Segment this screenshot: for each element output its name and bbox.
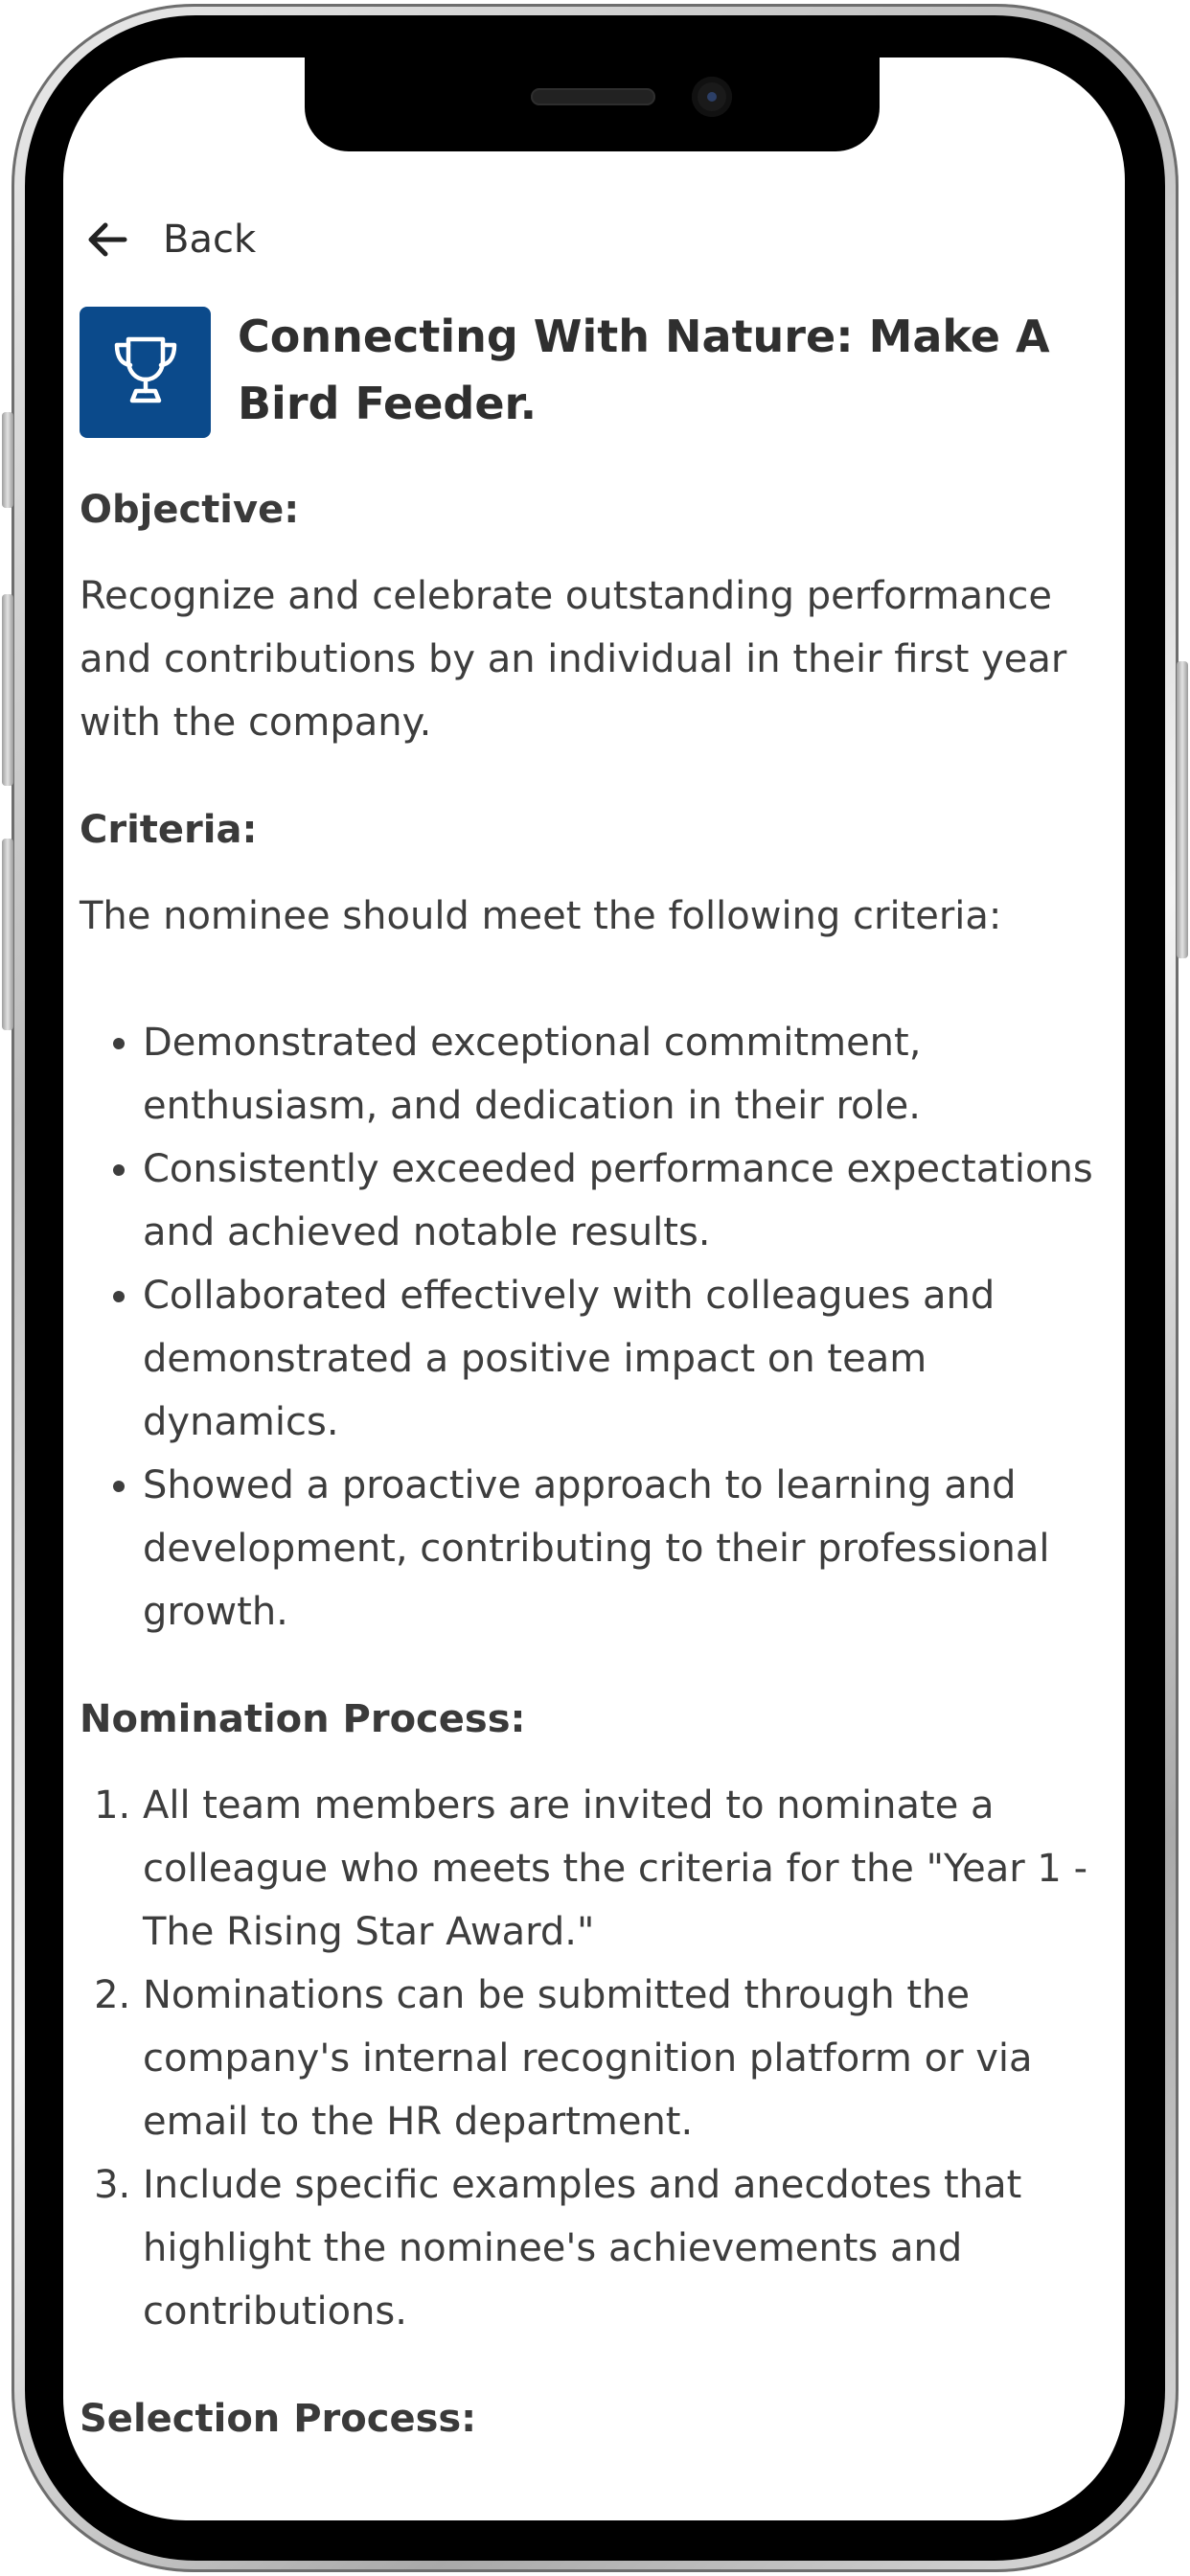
- trophy-icon: [111, 334, 180, 412]
- criteria-list: [80, 1011, 1114, 1644]
- arrow-left-icon: [82, 215, 132, 264]
- list-item: • Demonstrated exceptional commitment, enthusiasm, and dedication in their role.: [143, 1011, 1114, 1138]
- criteria-intro: The nominee should meet the following criteria:: [80, 894, 1002, 938]
- back-label: Back: [163, 218, 257, 262]
- award-header: [80, 307, 1114, 438]
- mute-switch: [2, 412, 13, 508]
- objective-text: Recognize and celebrate outstanding performance and contributions by an individual in their first year with the company.: [80, 574, 1067, 745]
- list-item: 1. All team members are invited to nominate a colleague who meets the criteria for the "Year 1 - The Rising Star Award.": [143, 1774, 1114, 1964]
- front-camera: [692, 77, 732, 117]
- speaker-grille: [531, 88, 655, 105]
- award-tile: [80, 307, 211, 438]
- list-item: • Showed a proactive approach to learning and development, contributing to their professional growth.: [143, 1454, 1114, 1644]
- back-button[interactable]: [80, 201, 1114, 278]
- objective-heading: Objective:: [80, 488, 300, 532]
- nomination-steps: [80, 1774, 1114, 2343]
- criteria-heading: Criteria:: [80, 808, 258, 852]
- nomination-heading: Nomination Process:: [80, 1697, 526, 1741]
- list-item: 2. Nominations can be submitted through the company's internal recognition platform or via email to the HR department.: [143, 1964, 1114, 2153]
- list-item: • Consistently exceeded performance expectations and achieved notable results.: [143, 1138, 1114, 1264]
- list-item: • Collaborated effectively with colleagues and demonstrated a positive impact on team dynamics.: [143, 1264, 1114, 1454]
- selection-heading: Selection Process:: [80, 2397, 477, 2441]
- award-detail-page: [80, 201, 1114, 2441]
- volume-down-button: [2, 839, 13, 1030]
- power-button: [1177, 661, 1188, 958]
- award-title: Connecting With Nature: Make A Bird Feeder.: [238, 310, 1050, 429]
- notch: [305, 58, 880, 151]
- volume-up-button: [2, 594, 13, 786]
- list-item: 3. Include specific examples and anecdotes that highlight the nominee's achievements and contributions.: [143, 2153, 1114, 2343]
